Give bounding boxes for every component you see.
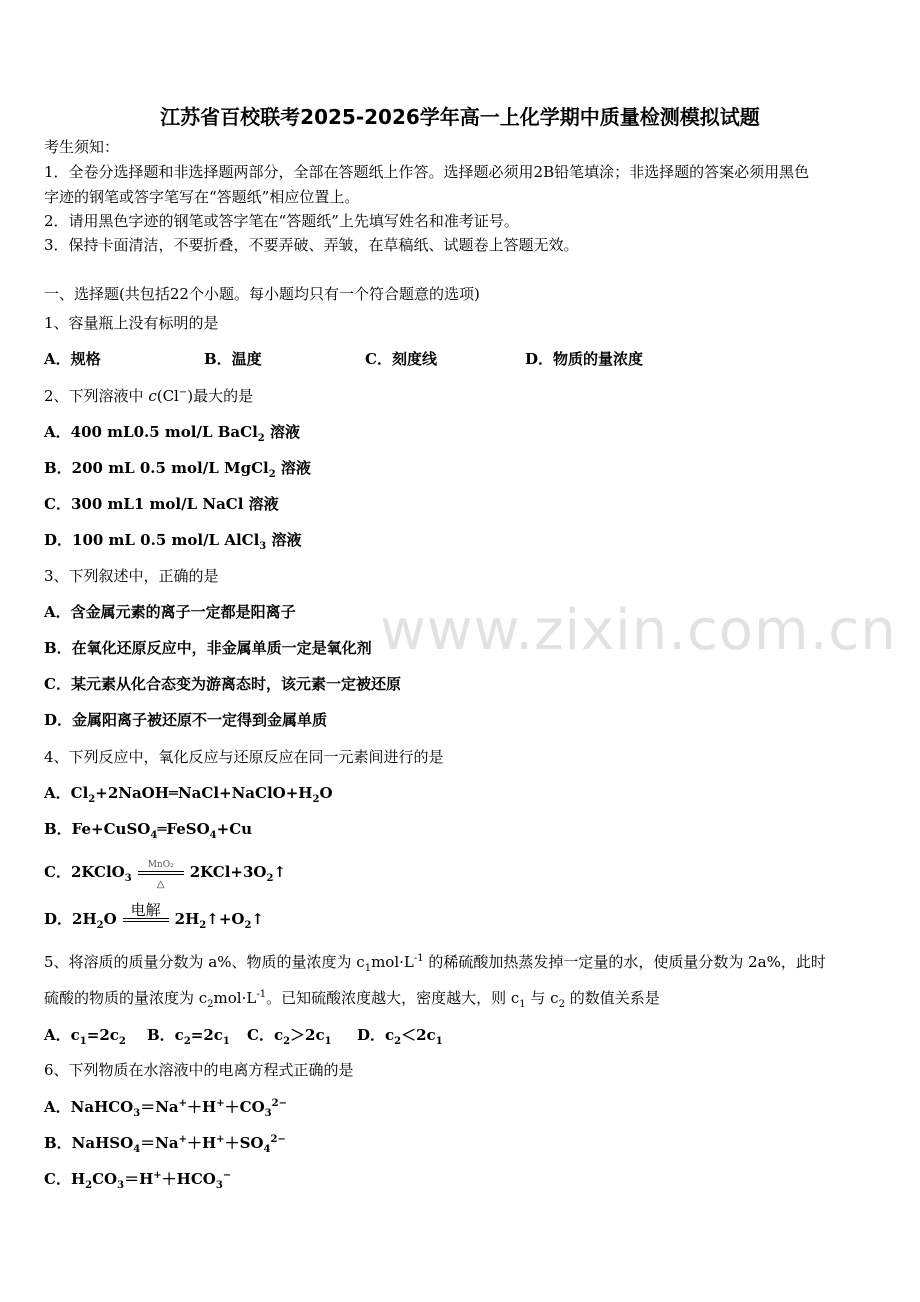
question-4-stem: 4、下列反应中，氧化反应与还原反应在同一元素间进行的是 [44,748,444,766]
question-6-stem: 6、下列物质在水溶液中的电离方程式正确的是 [44,1061,354,1079]
electrolysis-arrow: 电解 [119,910,173,930]
q6-option-b: B．$NaHSO_4=Na^++H^++SO_4^{2-}$ [44,1134,286,1155]
q2-option-d: D．100 mL 0.5 mol/L AlCl$_3$ 溶液 [44,531,302,552]
q4-option-c: C．2KClO$_3$ MnO₂ △ $2KCl+3O_2↑$ [44,860,287,890]
q6-option-a: A．$NaHCO_3=Na^++H^++CO_3^{2-}$ [44,1098,287,1119]
notice-heading: 考生须知： [44,138,120,156]
q5-option-c: C．$c_2>2c_1$ [247,1026,332,1047]
watermark: www.zixin.com.cn [380,598,897,663]
notice-item-1: 1．全卷分选择题和非选择题两部分，全部在答题纸上作答。选择题必须用2B铅笔填涂；非选择题的答案必须用黑色 [44,163,810,181]
question-5-stem-line-2: 硫酸的物质的量浓度为 $c_2mol\cdot L^{-1}$。已知硫酸浓度越大，密度越大，则 $c_1$ 与 $c_2$ 的数值关系是 [44,989,660,1010]
q3-option-b: B．在氧化还原反应中，非金属单质一定是氧化剂 [44,639,372,657]
question-5-stem-line-1: 5、将溶质的质量分数为 a%、物质的量浓度为 $c_1mol\cdot L^{-1}$ 的稀硫酸加热蒸发掉一定量的水，使质量分数为 2a%，此时 [44,953,826,974]
q3-option-d: D．金属阳离子被还原不一定得到金属单质 [44,711,328,729]
q5-option-d: D．$c_2<2c_1$ [357,1026,443,1047]
q2-option-a: A．400 mL0.5 mol/L BaCl$_2$ 溶液 [44,423,300,444]
q4-option-a: A．$Cl_2+2NaOH═NaCl+NaClO+H_2O$ [44,784,333,805]
page-title: 江苏省百校联考2025-2026学年高一上化学期中质量检测模拟试题 [160,105,760,129]
question-3-stem: 3、下列叙述中，正确的是 [44,567,219,585]
q5-option-a: A．$c_1=2c_2$ [44,1026,126,1047]
q5-option-b: B．$c_2=2c_1$ [147,1026,230,1047]
q1-option-a: A．规格 [44,350,101,368]
q3-option-c: C．某元素从化合态变为游离态时，该元素一定被还原 [44,675,401,693]
q4-option-b: B．Fe+CuSO$_4$═FeSO$_4$+Cu [44,820,253,841]
q1-option-c: C．刻度线 [365,350,437,368]
notice-item-2: 2．请用黑色字迹的钢笔或答字笔在“答题纸”上先填写姓名和准考证号。 [44,212,519,230]
q1-option-d: D．物质的量浓度 [525,350,644,368]
question-1-stem: 1、容量瓶上没有标明的是 [44,314,219,332]
q2-option-c: C．300 mL1 mol/L NaCl 溶液 [44,495,279,513]
q2-option-b: B．200 mL 0.5 mol/L MgCl$_2$ 溶液 [44,459,311,480]
q6-option-c: C．$H_2CO_3=H^++HCO_3^-$ [44,1170,232,1191]
question-2-stem: 2、下列溶液中 c(Cl−)最大的是 [44,387,254,405]
notice-item-1-cont: 字迹的钢笔或答字笔写在“答题纸”相应位置上。 [44,188,360,206]
q4-option-d: D．$2H_2O$ 电解 $2H_2↑+O_2↑$ [44,901,264,931]
reaction-condition-arrow: MnO₂ △ [134,863,188,883]
q1-option-b: B．温度 [204,350,262,368]
q3-option-a: A．含金属元素的离子一定都是阳离子 [44,603,296,621]
notice-item-3: 3．保持卡面清洁，不要折叠，不要弄破、弄皱，在草稿纸、试题卷上答题无效。 [44,236,579,254]
section-heading: 一、选择题(共包括22个小题。每小题均只有一个符合题意的选项) [44,285,480,303]
